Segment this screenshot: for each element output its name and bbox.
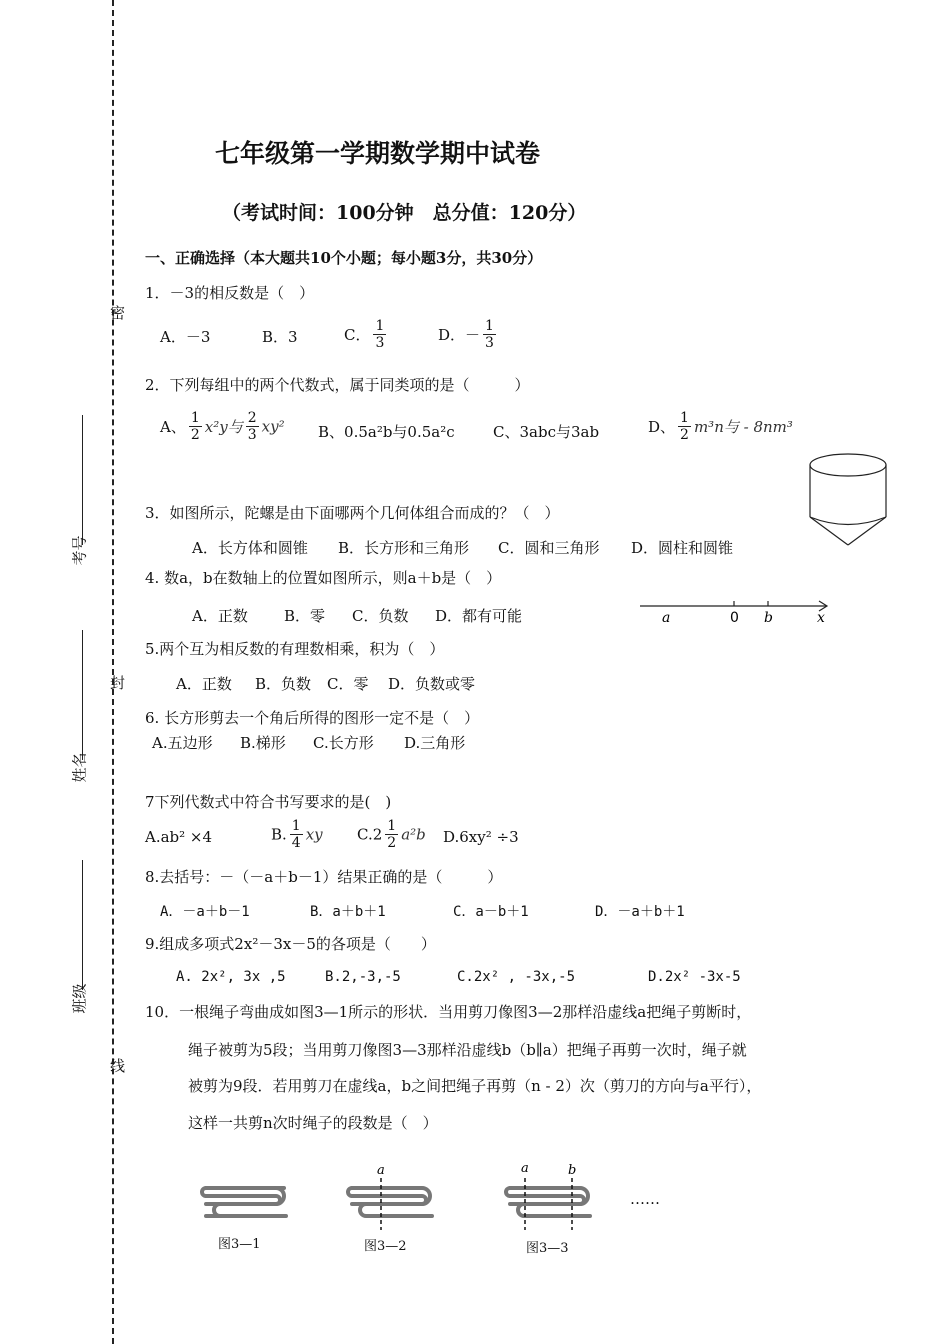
seal-char-mi: 密 bbox=[110, 304, 126, 322]
q1-option-c: C． $\frac{1}{3}$ bbox=[344, 318, 385, 351]
figure-ellipsis: …… bbox=[630, 1190, 660, 1208]
q1-option-d: D．－ $\frac{1}{3}$ bbox=[438, 318, 494, 351]
q5-option-b: B．负数 bbox=[255, 675, 312, 693]
xingming-label: 姓名 bbox=[70, 752, 89, 783]
q8-option-a: A．－a＋b－1 bbox=[160, 904, 250, 920]
q4-option-a: A．正数 bbox=[192, 607, 248, 625]
q2-option-b: B、0.5a²b与0.5a²c bbox=[318, 423, 455, 441]
axis-label-b: b bbox=[764, 610, 773, 626]
rope-figure-3-1 bbox=[196, 1180, 296, 1226]
axis-label-zero: 0 bbox=[730, 610, 739, 626]
q2-stem: 2．下列每组中的两个代数式，属于同类项的是（ ） bbox=[145, 376, 530, 394]
q3-option-a: A．长方体和圆锥 bbox=[192, 539, 308, 557]
seal-char-feng: 封 bbox=[110, 674, 126, 692]
q7-option-a: A.ab² ×4 bbox=[145, 828, 213, 846]
q8-option-d: D．－a＋b＋1 bbox=[595, 904, 685, 920]
q7-stem: 7下列代数式中符合书写要求的是( ) bbox=[145, 793, 392, 811]
q6-option-b: B.梯形 bbox=[240, 734, 286, 752]
rope-figure-3-2 bbox=[342, 1160, 442, 1232]
q9-option-a: A. 2x², 3x ,5 bbox=[176, 969, 286, 985]
q4-stem: 4. 数a，b在数轴上的位置如图所示，则a＋b是（ ） bbox=[145, 569, 502, 587]
q7-option-d: D.6xy² ÷3 bbox=[443, 828, 519, 846]
q7-option-c: C.2 $\frac{1}{2}$ a²b bbox=[357, 818, 426, 851]
kaohao-label: 考号 bbox=[70, 535, 89, 566]
cut-label-a: a bbox=[377, 1163, 385, 1178]
rope-figure-3-3 bbox=[500, 1158, 605, 1232]
q9-stem: 9.组成多项式2x²－3x－5的各项是（ ） bbox=[145, 935, 436, 953]
q3-option-d: D．圆柱和圆锥 bbox=[631, 539, 734, 557]
xingming-blank-line bbox=[82, 630, 83, 760]
fig-3-1-caption: 图3—1 bbox=[218, 1237, 261, 1252]
q5-option-c: C．零 bbox=[327, 675, 369, 693]
q6-option-c: C.长方形 bbox=[313, 734, 374, 752]
banji-blank-line bbox=[82, 860, 83, 990]
q10-line-2: 绳子被剪为5段；当用剪刀像图3—3那样沿虚线b（b∥a）把绳子再剪一次时，绳子就 bbox=[188, 1041, 747, 1059]
q5-option-a: A．正数 bbox=[176, 675, 232, 693]
axis-label-x: x bbox=[817, 610, 825, 626]
fig-3-2-caption: 图3—2 bbox=[364, 1239, 407, 1254]
q3-stem: 3．如图所示，陀螺是由下面哪两个几何体组合而成的？（ ） bbox=[145, 504, 560, 522]
cut-label-a: a bbox=[521, 1161, 529, 1176]
axis-label-a: a bbox=[662, 610, 671, 626]
spinning-top-figure bbox=[806, 450, 890, 550]
q1-option-a: A．－3 bbox=[160, 328, 211, 346]
q8-option-c: C．a－b＋1 bbox=[453, 904, 529, 920]
q6-option-a: A.五边形 bbox=[152, 734, 213, 752]
seal-char-xian: 线 bbox=[110, 1057, 126, 1075]
q1-option-b: B．3 bbox=[262, 328, 298, 346]
q4-option-d: D．都有可能 bbox=[435, 607, 523, 625]
q6-option-d: D.三角形 bbox=[404, 734, 466, 752]
cut-label-b: b bbox=[568, 1163, 577, 1178]
q3-option-c: C．圆和三角形 bbox=[498, 539, 600, 557]
page-subtitle: （考试时间：100分钟 总分值：120分） bbox=[222, 202, 587, 224]
q2-option-d: D、 $\frac{1}{2}$ m³n与 - 8nm³ bbox=[648, 410, 793, 443]
page-title: 七年级第一学期数学期中试卷 bbox=[215, 139, 541, 168]
q3-option-b: B．长方形和三角形 bbox=[338, 539, 470, 557]
q4-option-b: B．零 bbox=[284, 607, 326, 625]
kaohao-blank-line bbox=[82, 415, 83, 545]
q8-option-b: B．a＋b＋1 bbox=[310, 904, 386, 920]
q9-option-b: B.2,-3,-5 bbox=[325, 969, 401, 985]
q7-option-b: B. $\frac{1}{4}$ xy bbox=[271, 818, 323, 851]
q8-stem: 8.去括号：－（－a＋b－1）结果正确的是（ ） bbox=[145, 868, 503, 886]
q9-option-c: C.2x² , -3x,-5 bbox=[457, 969, 576, 985]
q10-line-3: 被剪为9段．若用剪刀在虚线a，b之间把绳子再剪（n - 2）次（剪刀的方向与a平行）， bbox=[188, 1077, 762, 1095]
q6-stem: 6. 长方形剪去一个角后所得的图形一定不是（ ） bbox=[145, 709, 480, 727]
q9-option-d: D.2x² -3x-5 bbox=[648, 969, 741, 985]
q10-line-4: 这样一共剪n次时绳子的段数是（ ） bbox=[188, 1114, 438, 1132]
q4-option-c: C．负数 bbox=[352, 607, 409, 625]
section-heading: 一、正确选择（本大题共10个小题；每小题3分，共30分） bbox=[145, 249, 543, 267]
q2-option-c: C、3abc与3ab bbox=[493, 423, 600, 441]
q2-option-a: A、 $\frac{1}{2}$ x²y与 $\frac{2}{3}$ xy² bbox=[160, 410, 285, 443]
q5-stem: 5.两个互为相反数的有理数相乘，积为（ ） bbox=[145, 640, 445, 658]
q10-line-1: 10．一根绳子弯曲成如图3—1所示的形状．当用剪刀像图3—2那样沿虚线a把绳子剪断时， bbox=[145, 1003, 752, 1021]
q5-option-d: D．负数或零 bbox=[388, 675, 476, 693]
number-line-figure bbox=[636, 596, 836, 628]
q1-stem: 1．－3的相反数是（ ） bbox=[145, 284, 315, 302]
fig-3-3-caption: 图3—3 bbox=[526, 1241, 569, 1256]
banji-label: 班级 bbox=[70, 983, 89, 1014]
